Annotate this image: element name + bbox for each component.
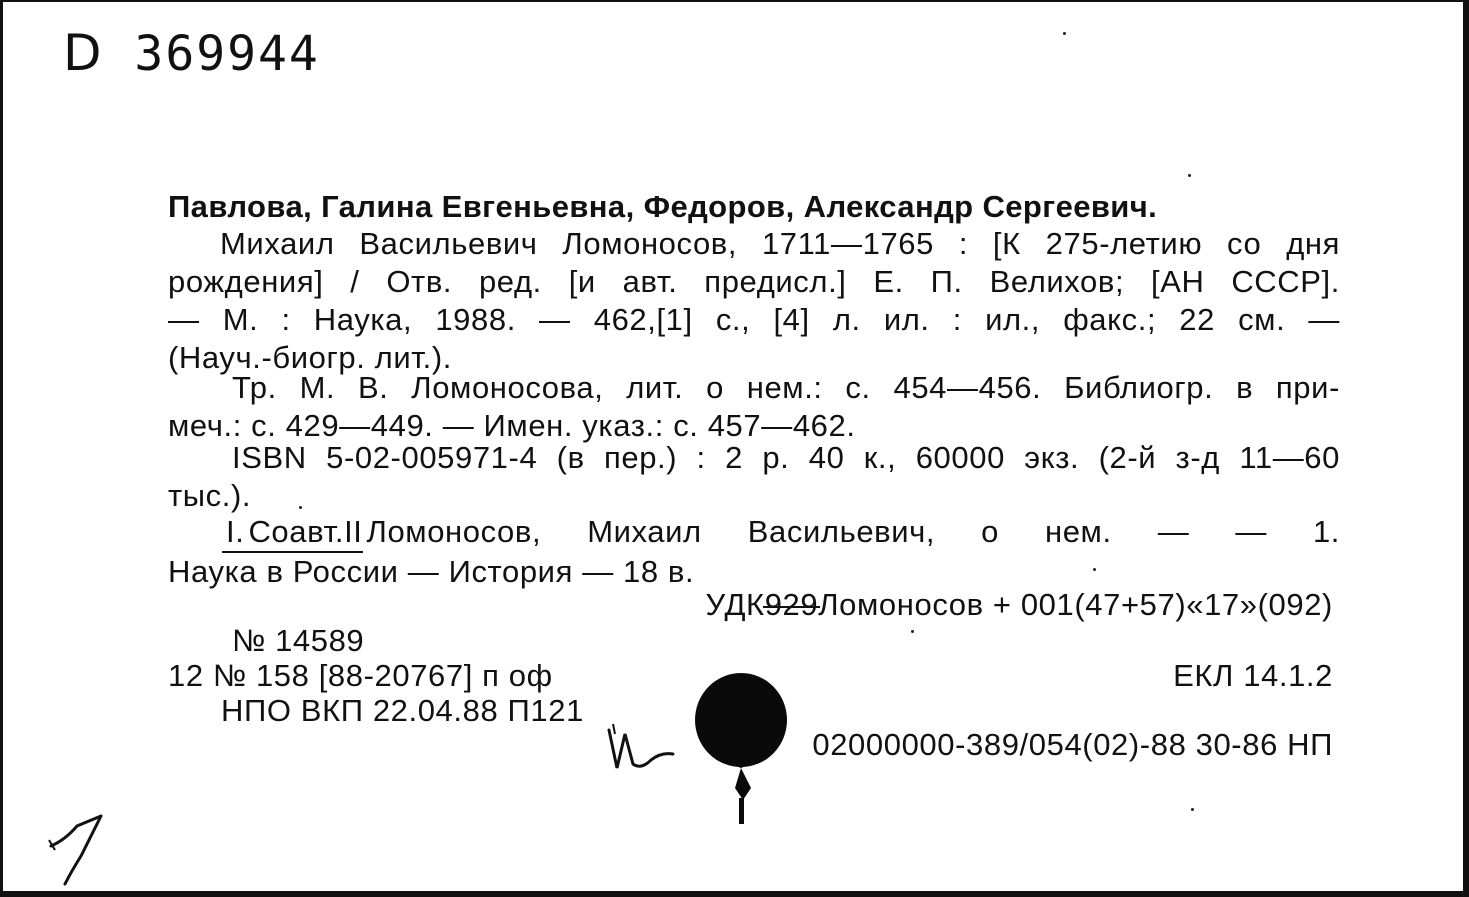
author-heading: Павлова, Галина Евгеньевна, Федоров, Александр Сергеевич. xyxy=(168,189,1158,224)
isbn-line-1: ISBN 5-02-005971-4 (в пер.) : 2 р. 40 к., 60000 экз. (2-й з-д 11—60 xyxy=(232,440,1340,475)
npo-line: НПО ВКП 22.04.88 П121 xyxy=(221,693,584,728)
ekl-code: ЕКЛ 14.1.2 xyxy=(1173,658,1333,693)
order-line: 12 № 158 [88-20767] п оф xyxy=(168,658,553,693)
tracings-block xyxy=(168,513,1340,591)
tracing-number-i: I. xyxy=(222,513,248,553)
tracing-subject: Ломоносов, Михаил Васильевич, о нем. — — 1. xyxy=(366,514,1340,549)
scan-speck xyxy=(1093,568,1096,571)
tracing-coauthor: Соавт. xyxy=(248,513,344,553)
ink-blot xyxy=(691,672,791,832)
scan-speck xyxy=(1191,808,1194,811)
description-line-4: (Науч.-биогр. лит.). xyxy=(168,340,452,375)
notes-line-1: Тр. М. В. Ломоносова, лит. о нем.: с. 454—456. Библиогр. в при- xyxy=(232,370,1340,405)
udk-struck-code: 929 xyxy=(764,587,819,622)
isbn-line-2: тыс.). xyxy=(168,478,252,513)
call-number xyxy=(63,24,320,82)
isbn-block xyxy=(168,439,1340,515)
handwritten-page-mark xyxy=(43,810,123,890)
description-line-2: рождения] / Отв. ред. [и авт. предисл.] Е. П. Велихов; [АН СССР]. xyxy=(168,264,1340,299)
call-number-value: 369944 xyxy=(134,26,320,82)
description-block xyxy=(168,225,1340,377)
record-number: № 14589 xyxy=(232,623,365,658)
notes-line-2: меч.: с. 429—449. — Имен. указ.: с. 457—462. xyxy=(168,408,856,443)
scan-speck xyxy=(1063,32,1066,35)
scan-speck xyxy=(299,506,302,509)
description-line-3: — М. : Наука, 1988. — 462,[1] с., [4] л. ил. : ил., факс.; 22 см. — xyxy=(168,302,1340,337)
tracings-line-1 xyxy=(168,513,1340,553)
tracing-number-ii: II xyxy=(344,513,362,553)
handwritten-initials-mark xyxy=(603,720,683,780)
udk-label: УДК xyxy=(705,587,765,622)
udk-line xyxy=(706,586,1333,624)
call-number-prefix: D xyxy=(63,24,104,82)
notes-block xyxy=(168,369,1340,445)
tracings-line-2: Наука в России — История — 18 в. xyxy=(168,554,695,589)
scan-speck xyxy=(1188,174,1191,177)
classification-code: 02000000-389/054(02)-88 30-86 НП xyxy=(812,727,1333,762)
udk-value: Ломоносов + 001(47+57)«17»(092) xyxy=(818,587,1333,622)
scan-speck xyxy=(911,630,914,633)
description-line-1: Михаил Васильевич Ломоносов, 1711—1765 : [К 275-летию со дня xyxy=(220,226,1340,261)
